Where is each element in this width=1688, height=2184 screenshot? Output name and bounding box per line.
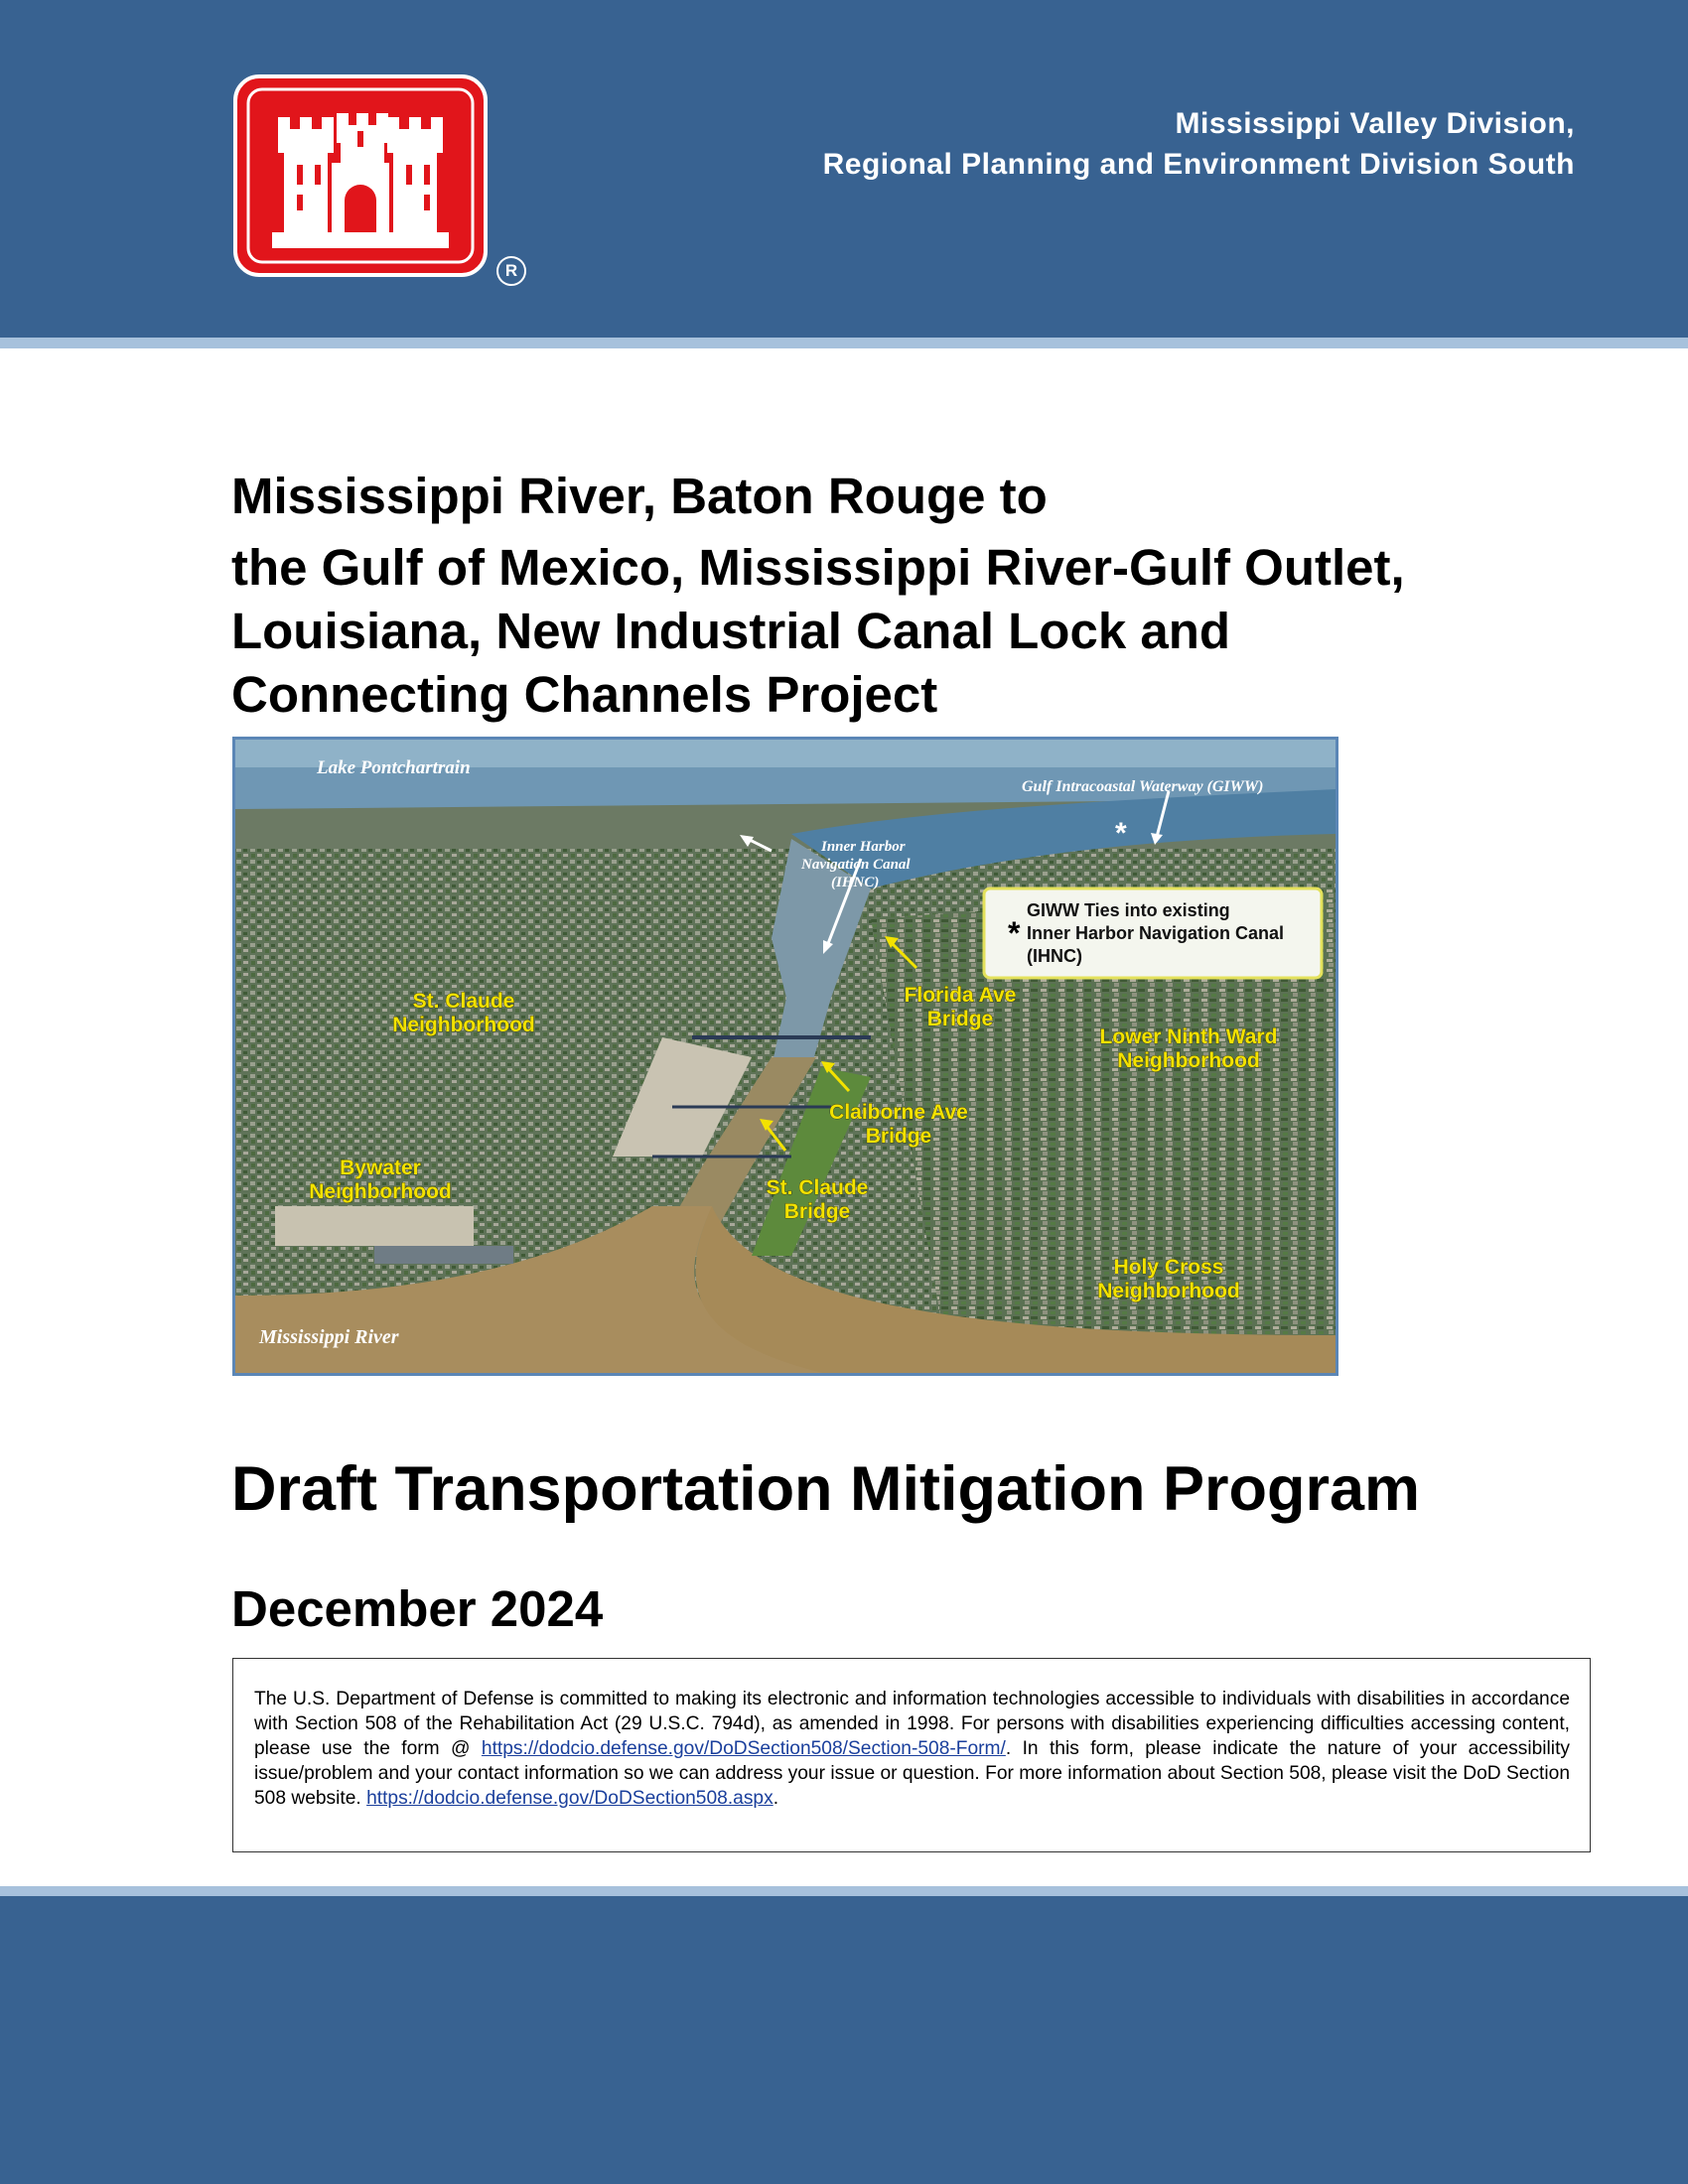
division-name (823, 103, 1575, 185)
label-claiborne-2: Bridge (865, 1125, 932, 1148)
label-ihnc-2: Navigation Canal (801, 857, 911, 873)
project-title-line-2: the Gulf of Mexico, Mississippi River-Gulf Outlet, (231, 539, 1405, 596)
project-title-line-4: Connecting Channels Project (231, 666, 938, 723)
label-st-claude-bridge-2: Bridge (783, 1200, 851, 1223)
section-508-form-link[interactable]: https://dodcio.defense.gov/DoDSection508/Section-508-Form/ (481, 1738, 1006, 1759)
label-holy-cross-2: Neighborhood (1097, 1280, 1240, 1302)
registered-mark: R (496, 256, 526, 286)
document-date: December 2024 (231, 1580, 604, 1637)
label-lake: Lake Pontchartrain (317, 757, 471, 778)
label-florida-2: Bridge (926, 1008, 994, 1030)
accessibility-notice (232, 1658, 1591, 1852)
label-lower-ninth-1: Lower Ninth Ward (1099, 1025, 1278, 1048)
label-st-claude-neighborhood-2: Neighborhood (392, 1014, 535, 1036)
label-bywater-2: Neighborhood (309, 1180, 452, 1203)
main-title: Draft Transportation Mitigation Program (231, 1454, 1421, 1524)
notice-text-1: The U.S. Department of Defense is committed to making its electronic and information technologies accessible to individuals with disabilities in accordance with Section 508 of the Rehabilitation Act (29 U.S.C. 794d), as amended in 1998. For persons with disabilities experiencing difficulties accessing content, please use the form @ (254, 1689, 1570, 1759)
callout-asterisk: * (1008, 915, 1021, 951)
project-title-line-3: Louisiana, New Industrial Canal Lock and (231, 603, 1231, 659)
notice-text-2: . In this form, please indicate the nature of your accessibility issue/problem and your contact information so we can address your issue or question. For more information about Section 508, please visit the DoD Section 508 website. (254, 1738, 1570, 1809)
label-ihnc-3: (IHNC) (831, 875, 880, 890)
division-line-2: Regional Planning and Environment Division South (822, 148, 1575, 181)
notice-text-3: . (773, 1788, 779, 1809)
label-ihnc-1: Inner Harbor (821, 839, 906, 855)
footer-stripe (0, 1886, 1688, 1896)
project-title-line-1: Mississippi River, Baton Rouge to (231, 468, 1048, 524)
ihnc-asterisk: * (1115, 817, 1127, 850)
footer-band (0, 1896, 1688, 2184)
label-st-claude-neighborhood-1: St. Claude (412, 990, 515, 1013)
callout-line-2: Inner Harbor Navigation Canal (1027, 923, 1285, 943)
label-holy-cross-1: Holy Cross (1113, 1256, 1224, 1279)
label-claiborne-1: Claiborne Ave (829, 1101, 968, 1124)
aerial-photo-map (235, 740, 1336, 1373)
label-st-claude-bridge-1: St. Claude (766, 1176, 869, 1199)
aerial-photo (232, 737, 1338, 1376)
callout-line-3: (IHNC) (1027, 946, 1082, 966)
section-508-website-link[interactable]: https://dodcio.defense.gov/DoDSection508.aspx (366, 1788, 774, 1809)
project-title (231, 465, 1552, 727)
castle-logo (232, 73, 489, 278)
division-line-1: Mississippi Valley Division, (1175, 107, 1575, 140)
callout-line-1: GIWW Ties into existing (1027, 900, 1230, 920)
label-florida-1: Florida Ave (904, 984, 1017, 1007)
label-river: Mississippi River (259, 1326, 399, 1348)
label-giww: Gulf Intracoastal Waterway (GIWW) (1022, 778, 1264, 795)
label-lower-ninth-2: Neighborhood (1117, 1049, 1260, 1072)
label-bywater-1: Bywater (340, 1157, 421, 1179)
header-stripe (0, 338, 1688, 348)
